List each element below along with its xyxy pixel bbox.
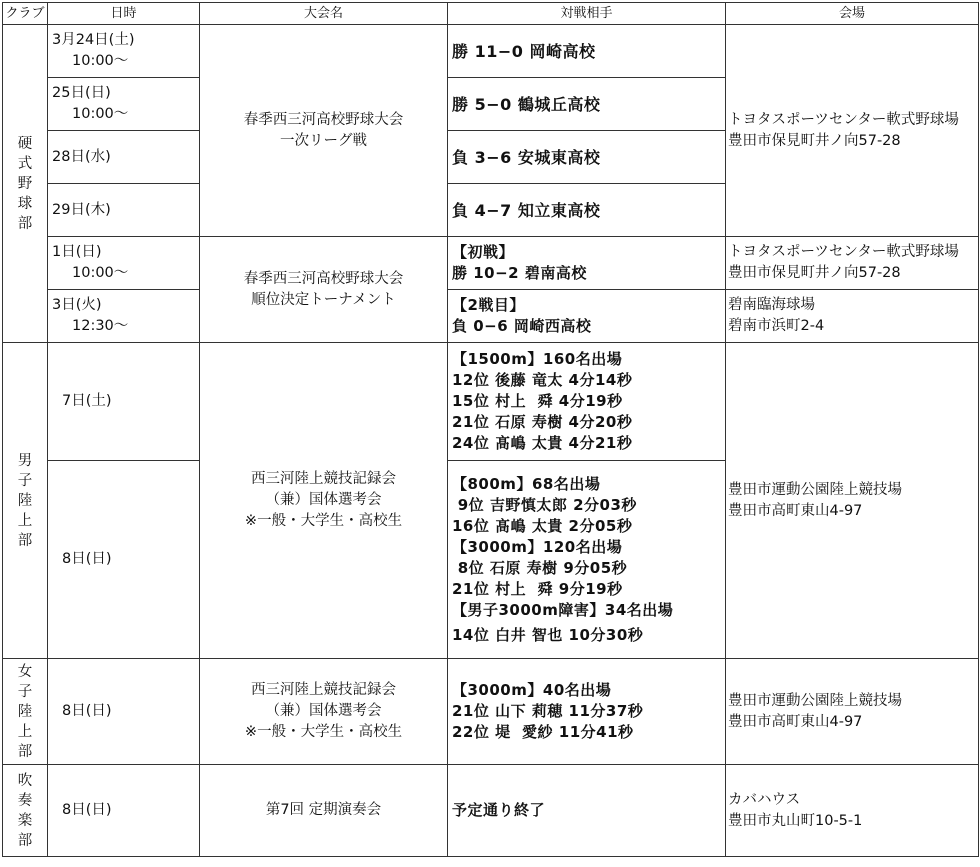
header-club: クラブ bbox=[3, 3, 48, 25]
result-cell: 【1500m】160名出場 12位 後藤 竜太 4分14秒 15位 村上 舜 4分19秒 21位 石原 寿樹 4分20秒 24位 髙嶋 太貴 4分21秒 bbox=[448, 343, 726, 461]
table-row bbox=[3, 343, 979, 461]
club-mens-track: 男 子 陸 上 部 bbox=[3, 343, 48, 659]
table-row bbox=[3, 237, 979, 290]
club-baseball: 硬 式 野 球 部 bbox=[3, 25, 48, 343]
header-opponent: 対戦相手 bbox=[448, 3, 726, 25]
date-cell: 8日(日) bbox=[48, 659, 200, 765]
date-cell: 28日(水) bbox=[48, 131, 200, 184]
result-cell: 予定通り終了 bbox=[448, 765, 726, 857]
venue-cell: トヨタスポーツセンター軟式野球場 豊田市保見町井ノ向57-28 bbox=[726, 237, 979, 290]
event-cell: 第7回 定期演奏会 bbox=[200, 765, 448, 857]
date-cell: 8日(日) bbox=[48, 765, 200, 857]
event-cell: 西三河陸上競技記録会 （兼）国体選考会 ※一般・大学生・高校生 bbox=[200, 659, 448, 765]
table-row bbox=[3, 25, 979, 78]
header-datetime: 日時 bbox=[48, 3, 200, 25]
date-cell: 3月24日(土) 10:00〜 bbox=[48, 25, 200, 78]
event-cell: 春季西三河高校野球大会 順位決定トーナメント bbox=[200, 237, 448, 343]
club-womens-track: 女 子 陸 上 部 bbox=[3, 659, 48, 765]
venue-cell: 碧南臨海球場 碧南市浜町2-4 bbox=[726, 290, 979, 343]
header-event: 大会名 bbox=[200, 3, 448, 25]
table-row bbox=[3, 290, 979, 343]
result-cell: 負 3−6 安城東高校 bbox=[448, 131, 726, 184]
date-cell: 29日(木) bbox=[48, 184, 200, 237]
result-cell: 勝 5−0 鶴城丘高校 bbox=[448, 78, 726, 131]
venue-cell: 豊田市運動公園陸上競技場 豊田市高町東山4-97 bbox=[726, 659, 979, 765]
result-cell: 【3000m】40名出場 21位 山下 莉穂 11分37秒 22位 堤 愛紗 11分41秒 bbox=[448, 659, 726, 765]
date-cell: 7日(土) bbox=[48, 343, 200, 461]
venue-cell: トヨタスポーツセンター軟式野球場 豊田市保見町井ノ向57-28 bbox=[726, 25, 979, 237]
venue-cell: 豊田市運動公園陸上競技場 豊田市高町東山4-97 bbox=[726, 343, 979, 659]
event-cell: 西三河陸上競技記録会 （兼）国体選考会 ※一般・大学生・高校生 bbox=[200, 343, 448, 659]
result-cell: 勝 11−0 岡崎高校 bbox=[448, 25, 726, 78]
club-band: 吹 奏 楽 部 bbox=[3, 765, 48, 857]
schedule-table bbox=[2, 2, 979, 857]
date-cell: 3日(火) 12:30〜 bbox=[48, 290, 200, 343]
result-cell: 負 4−7 知立東高校 bbox=[448, 184, 726, 237]
table-row bbox=[3, 659, 979, 765]
header-row bbox=[3, 3, 979, 25]
date-cell: 25日(日) 10:00〜 bbox=[48, 78, 200, 131]
header-venue: 会場 bbox=[726, 3, 979, 25]
result-cell: 【2戦目】 負 0−6 岡崎西高校 bbox=[448, 290, 726, 343]
table-row bbox=[3, 765, 979, 857]
event-cell: 春季西三河高校野球大会 一次リーグ戦 bbox=[200, 25, 448, 237]
result-cell: 【初戦】 勝 10−2 碧南高校 bbox=[448, 237, 726, 290]
result-cell: 【800m】68名出場 9位 吉野慎太郎 2分03秒 16位 髙嶋 太貴 2分05秒 【3000m】120名出場 8位 石原 寿樹 9分05秒 21位 村上 舜 9分19秒 【男子3000m障害】34名出場 14位 白井 智也 10分30秒 bbox=[448, 461, 726, 659]
date-cell: 8日(日) bbox=[48, 461, 200, 659]
venue-cell: カバハウス 豊田市丸山町10-5-1 bbox=[726, 765, 979, 857]
date-cell: 1日(日) 10:00〜 bbox=[48, 237, 200, 290]
